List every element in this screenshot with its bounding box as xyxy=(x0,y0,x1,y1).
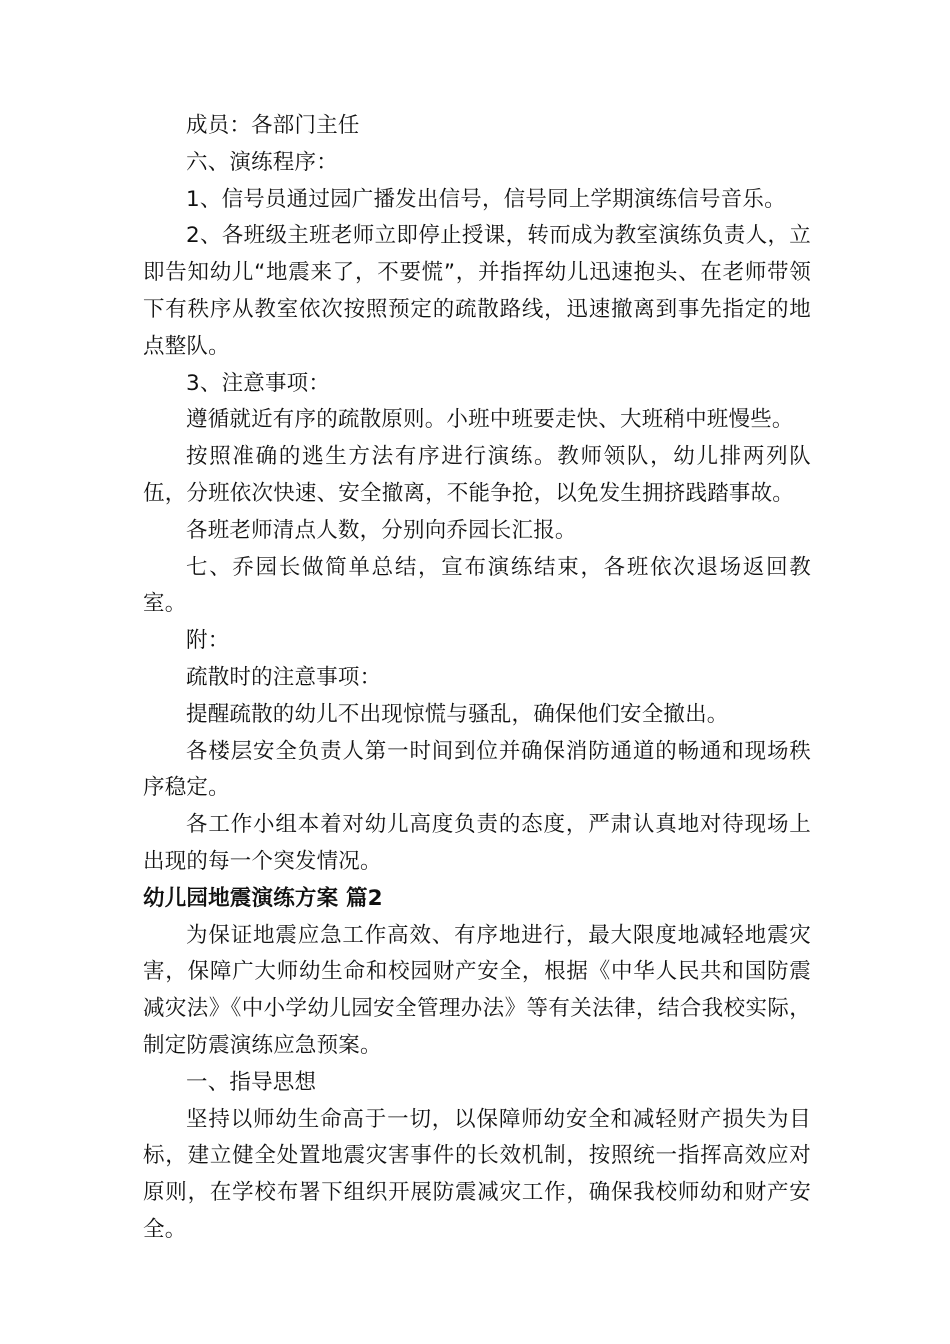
paragraph-headcount: 各班老师清点人数，分别向乔园长汇报。 xyxy=(186,517,577,543)
paragraph-appendix: 附： xyxy=(186,628,230,654)
paragraph-guiding-content: 坚持以师幼生命高于一切，以保障师幼安全和减轻财产损失为目标，建立健全处置地震灾害事件的长效机制，按照统一指挥高效应对原则，在学校布署下组织开展防震减灾工作，确保我校师幼和财产安全。 xyxy=(143,1106,811,1242)
paragraph-step-2: 2、各班级主班老师立即停止授课，转而成为教室演练负责人，立即告知幼儿“地震来了，不要慌”，并指挥幼儿迅速抱头、在老师带领下有秩序从教室依次按照预定的疏散路线，迅速撤离到事先指定的地点整队。 xyxy=(143,223,811,359)
paragraph-method: 按照准确的逃生方法有序进行演练。教师领队，幼儿排两列队伍，分班依次快速、安全撤离，不能争抢，以免发生拥挤践踏事故。 xyxy=(143,444,811,506)
paragraph-principle: 遵循就近有序的疏散原则。小班中班要走快、大班稍中班慢些。 xyxy=(186,407,794,433)
paragraph-remind: 提醒疏散的幼儿不出现惊慌与骚乱，确保他们安全撤出。 xyxy=(186,701,729,727)
paragraph-section-six: 六、演练程序： xyxy=(186,149,338,175)
paragraph-floor-safety: 各楼层安全负责人第一时间到位并确保消防通道的畅通和现场秩序稳定。 xyxy=(143,738,811,801)
section-heading: 幼儿园地震演练方案 篇2 xyxy=(143,885,383,911)
paragraph-section-seven: 七、乔园长做简单总结，宣布演练结束，各班依次退场返回教室。 xyxy=(143,554,811,617)
paragraph-evacuation-notes: 疏散时的注意事项： xyxy=(186,664,382,690)
paragraph-step-3: 3、注意事项： xyxy=(186,370,331,396)
document-body xyxy=(143,108,811,1249)
paragraph-members: 成员：各部门主任 xyxy=(186,113,360,138)
paragraph-work-groups: 各工作小组本着对幼儿高度负责的态度，严肃认真地对待现场上出现的每一个突发情况。 xyxy=(143,812,811,874)
paragraph-purpose: 为保证地震应急工作高效、有序地进行，最大限度地减轻地震灾害，保障广大师幼生命和校园财产安全，根据《中华人民共和国防震减灾法》《中小学幼儿园安全管理办法》等有关法律，结合我校实际，制定防震演练应急预案。 xyxy=(143,922,811,1058)
paragraph-guiding-title: 一、指导思想 xyxy=(186,1069,317,1095)
paragraph-step-1: 1、信号员通过园广播发出信号，信号同上学期演练信号音乐。 xyxy=(186,186,786,212)
